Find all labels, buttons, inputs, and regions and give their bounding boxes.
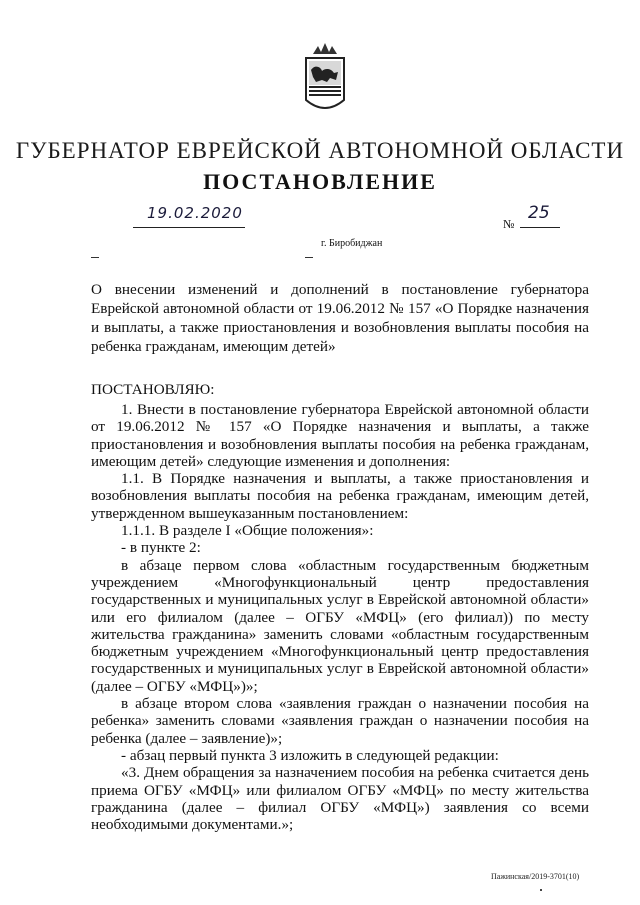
decree-subject: О внесении изменений и дополнений в постановление губернатора Еврейской автономной области от 19.06.2012 № 157 «О Порядке назначения и выплаты, а также приостановления и возобновления выплаты пособия на ребенка гражданам, имеющим детей» bbox=[91, 281, 589, 355]
paragraph: в абзаце втором слова «заявления граждан о назначении пособия на ребенка» заменить словами «заявления граждан о назначении пособия на ребенка (далее – заявление)»; bbox=[91, 695, 589, 747]
paragraph: 1.1.1. В разделе I «Общие положения»: bbox=[121, 522, 374, 540]
paragraph: 1. Внести в постановление губернатора Еврейской автономной области от 19.06.2012 № 157 «О Порядке назначения и выплаты, а также приостановления и возобновления выплаты пособия на ребенка гражданам, имеющим детей» следующие изменения и дополнения: bbox=[91, 401, 589, 470]
left-corner-mark bbox=[91, 257, 99, 261]
decree-word: ПОСТАНОВЛЯЮ: bbox=[91, 381, 215, 398]
document-type-heading: ПОСТАНОВЛЕНИЕ bbox=[203, 169, 437, 194]
paragraph: «3. Днем обращения за назначением пособия на ребенка считается день приема ОГБУ «МФЦ» или филиалом ОГБУ «МФЦ» по месту жительства гражданина (далее – филиал ОГБУ «МФЦ») заявления со всеми необходимыми документами.»; bbox=[91, 764, 589, 834]
governor-title: ГУБЕРНАТОР ЕВРЕЙСКОЙ АВТОНОМНОЙ ОБЛАСТИ bbox=[15, 138, 625, 163]
coat-of-arms-icon bbox=[300, 40, 350, 120]
number-field bbox=[520, 203, 560, 228]
paragraph: - в пункте 2: bbox=[121, 539, 201, 557]
date-field bbox=[133, 204, 245, 228]
number-sign: № bbox=[503, 217, 515, 231]
scan-artifact bbox=[540, 889, 542, 891]
author-code: Пажинская/2019-3701(10) bbox=[491, 872, 580, 881]
paragraph: в абзаце первом слова «областным государственным бюджетным учреждением «Многофункциональный центр предоставления государственных и муниципальных услуг в Еврейской автономной области» или его филиалом (далее – ОГБУ «МФЦ» (его филиал)) по месту жительства гражданина» заменить словами «областным государственным бюджетным учреждением «Многофункциональный центр предоставления государственных и муниципальных услуг в Еврейской автономной области» (далее – ОГБУ «МФЦ»)»; bbox=[91, 556, 589, 695]
paragraph: - абзац первый пункта 3 изложить в следующей редакции: bbox=[121, 746, 499, 764]
decree-date: 19.02.2020 bbox=[147, 204, 243, 222]
decree-number: 25 bbox=[528, 203, 550, 223]
city-label: г. Биробиджан bbox=[321, 238, 383, 249]
paragraph: 1.1. В Порядке назначения и выплаты, а также приостановления и возобновления выплаты пособия на ребенка гражданам, имеющим детей, утвержденном вышеуказанным постановлением: bbox=[91, 470, 589, 522]
right-corner-mark bbox=[305, 257, 313, 261]
decree-body bbox=[91, 401, 589, 833]
